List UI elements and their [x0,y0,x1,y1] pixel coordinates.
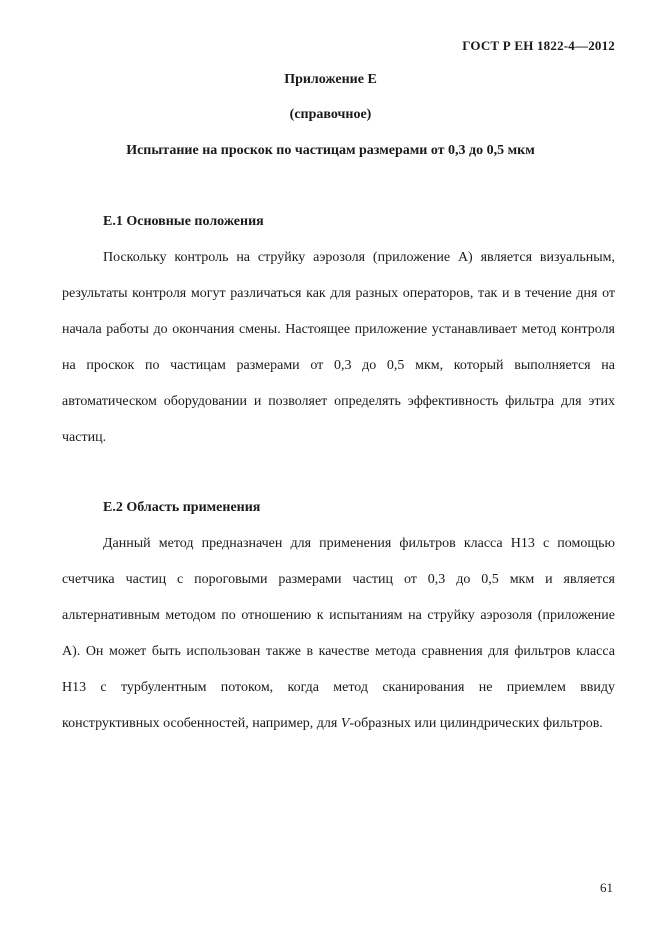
section-text-e2-italic: V [340,716,350,731]
standard-code: ГОСТ Р ЕН 1822-4—2012 [462,38,615,53]
appendix-title: Приложение Е [284,72,377,87]
section-text-e2-part1: Данный метод предназначен для применения фильтров класса Н13 с помощью счетчика частиц с пороговыми размерами частиц от 0,3 до 0,5 мкм и является альтернативным методом по отношению к испытаниям на струйку аэрозоля (приложение А). Он может быть использован также в качестве метода сравнения для фильтров класса Н13 с турбулентным потоком, когда метод сканирования не приемлем ввиду конструктивных особенностей, например, для [62,536,615,731]
section-heading-e1: Е.1 Основные положения [103,214,264,229]
section-text-e2 [62,526,615,742]
section-text-e2-part2: -образных или цилиндрических фильтров. [349,716,603,731]
section-text-e1: Поскольку контроль на струйку аэрозоля (приложение А) является визуальным, результаты контроля могут различаться как для разных операторов, так и в течение дня от начала работы до окончания смены. Настоящее приложение устанавливает метод контроля на проскок по частицам размерами от 0,3 до 0,5 мкм, который выполняется на автоматическом оборудовании и позволяет определять эффективность фильтра для этих частиц. [62,250,615,445]
page-number: 61 [600,880,613,895]
section-heading-e2: Е.2 Область применения [103,500,261,515]
appendix-heading: Испытание на проскок по частицам размерами от 0,3 до 0,5 мкм [126,143,535,158]
appendix-subtitle: (справочное) [289,107,372,122]
